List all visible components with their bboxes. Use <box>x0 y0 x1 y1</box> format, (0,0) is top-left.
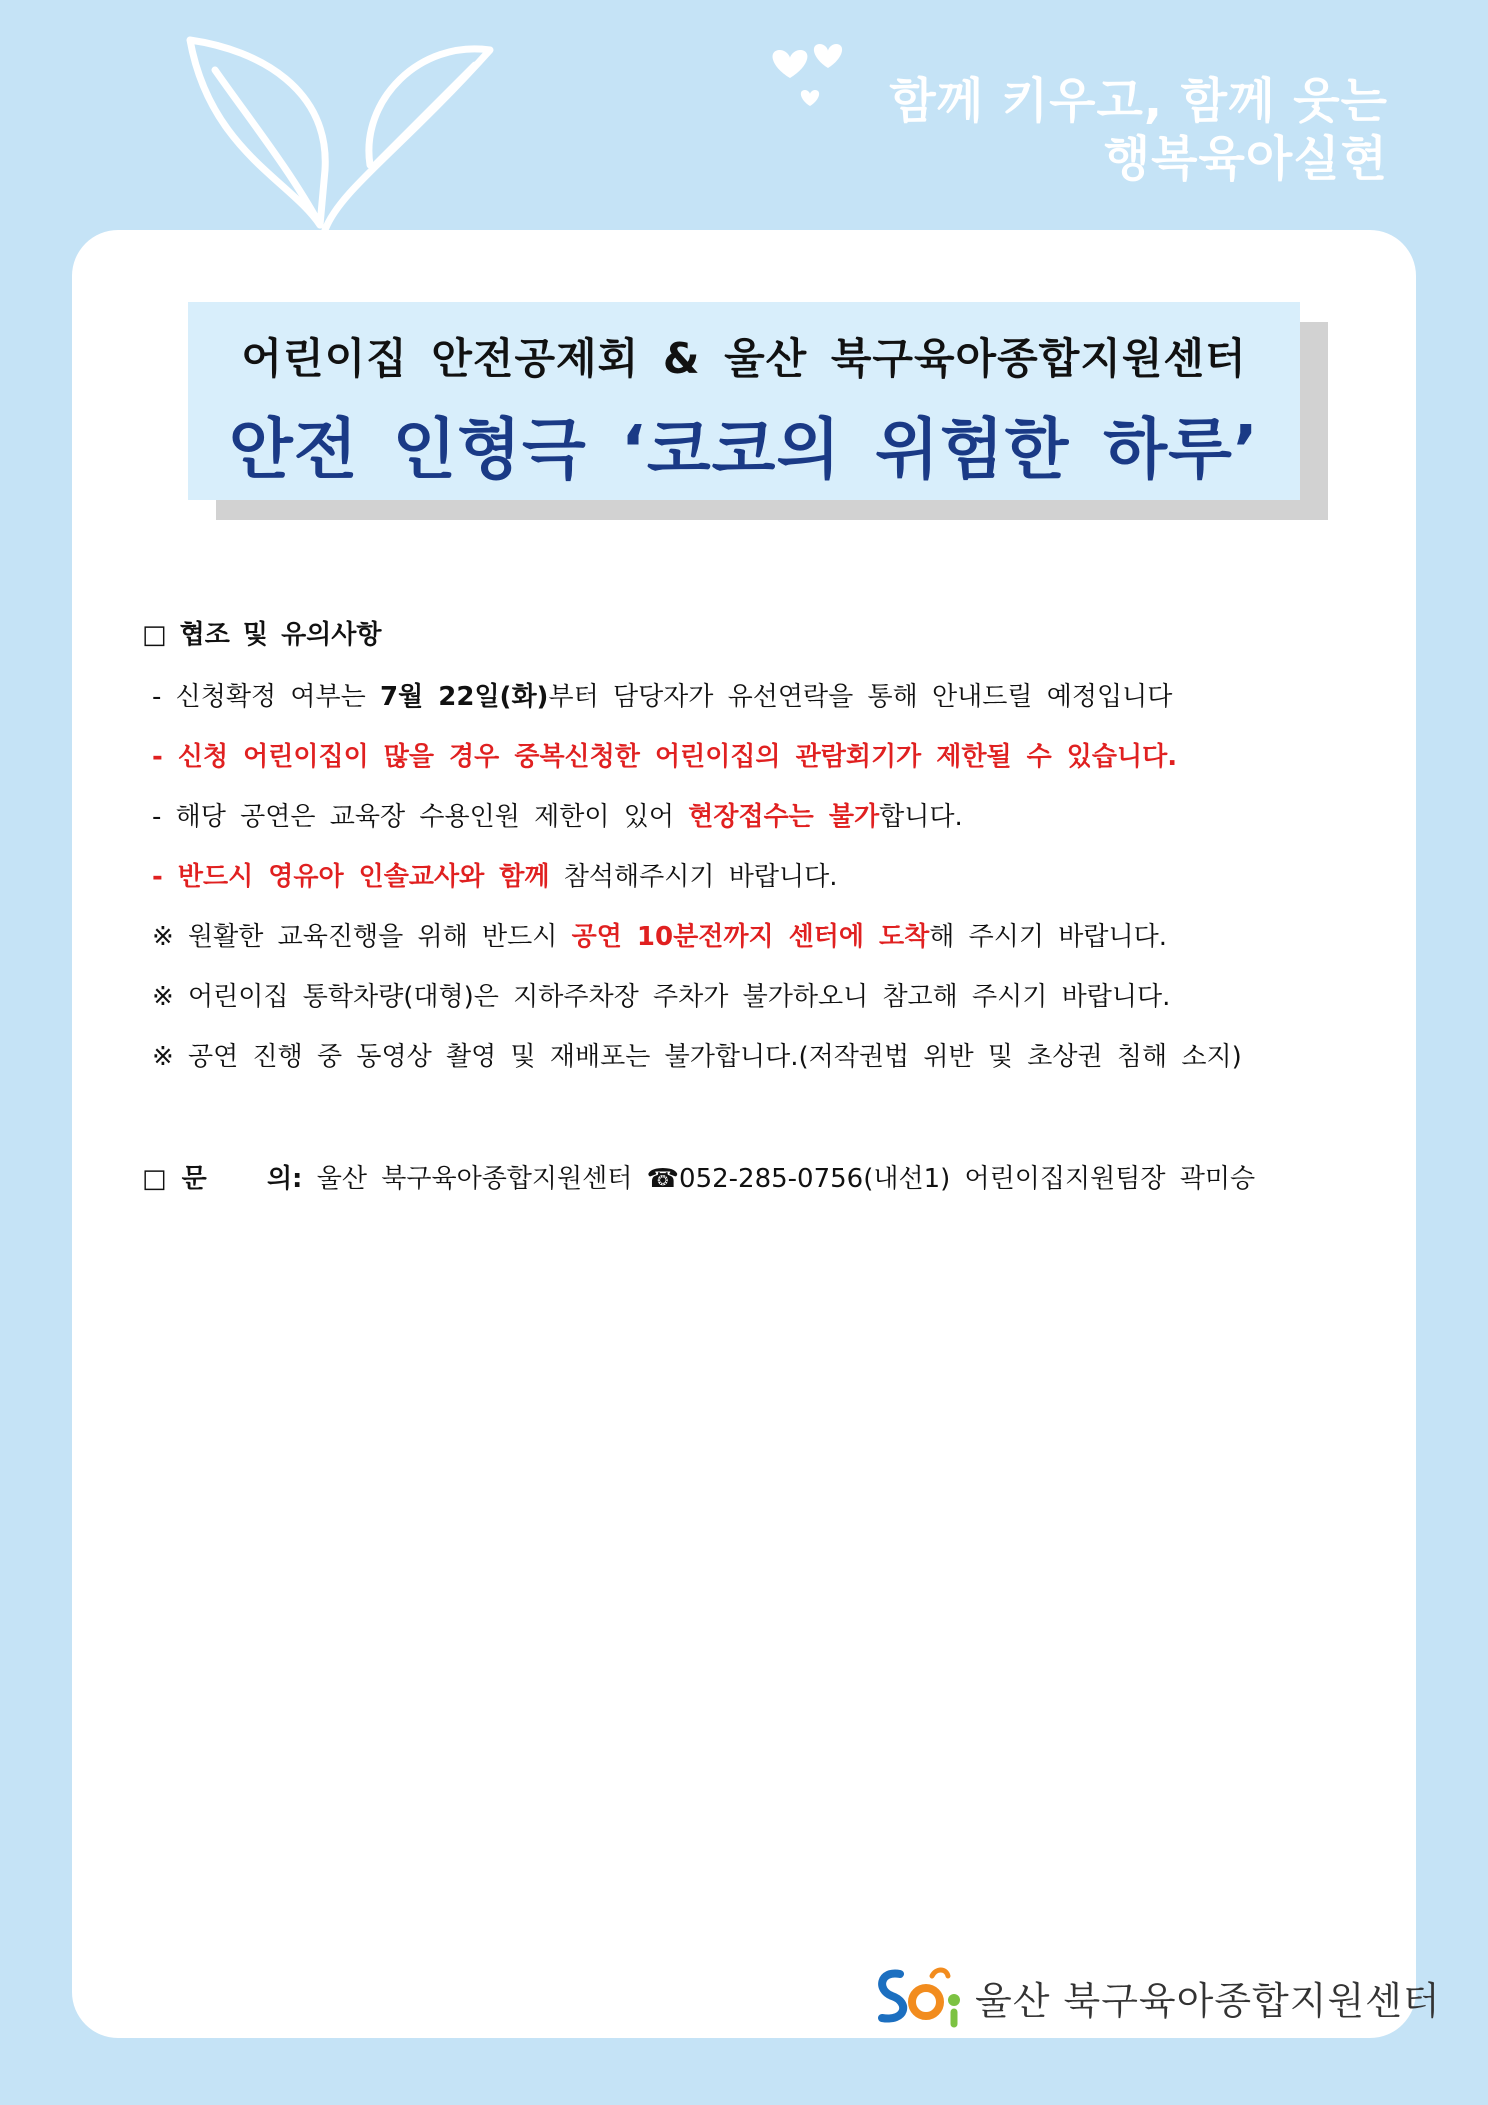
notice-item-limit <box>152 736 1177 773</box>
notice-item-teacher <box>152 856 837 893</box>
page-title: 안전 인형극 ‘코코의 위험한 하루’ <box>229 411 1259 488</box>
contact-label: □ 문 의: <box>142 1164 303 1194</box>
center-logo-icon <box>870 1960 970 2030</box>
notice-text: 해 주시기 바랍니다. <box>929 922 1167 952</box>
title-subheading: 어린이집 안전공제회 & 울산 북구육아종합지원센터 <box>241 334 1247 383</box>
notice-warning: 신청 어린이집이 많을 경우 중복신청한 어린이집의 관람회기가 제한될 수 있습니다. <box>177 742 1178 772</box>
notice-item-onsite <box>152 796 963 833</box>
notice-heading: □ 협조 및 유의사항 <box>142 620 382 650</box>
contact-info <box>142 1158 1255 1195</box>
slogan <box>889 72 1388 188</box>
notice-item-recording: ※ 공연 진행 중 동영상 촬영 및 재배포는 불가합니다.(저작권법 위반 및 초상권 침해 소지) <box>152 1042 1242 1072</box>
notice-text: 부터 담당자가 유선연락을 통해 안내드릴 예정입니다 <box>548 682 1173 712</box>
leaves-illustration <box>170 30 500 230</box>
notice-warning: 공연 10분전까지 센터에 도착 <box>571 922 930 952</box>
notice-text: - 신청확정 여부는 <box>152 682 380 712</box>
notice-item-parking: ※ 어린이집 통학차량(대형)은 지하주차장 주차가 불가하오니 참고해 주시기 바랍니다. <box>152 982 1171 1012</box>
hearts-icon <box>760 38 860 108</box>
notice-date: 7월 22일(화) <box>380 682 549 712</box>
notice-text: - 해당 공연은 교육장 수용인원 제한이 있어 <box>152 802 689 832</box>
center-name: 울산 북구육아종합지원센터 <box>975 1979 1441 2023</box>
title-box <box>188 302 1300 500</box>
notice-text: ※ 원활한 교육진행을 위해 반드시 <box>152 922 572 952</box>
notice-text: 합니다. <box>879 802 963 832</box>
slogan-line-1: 함께 키우고, 함께 웃는 <box>889 73 1388 129</box>
notice-dash: - <box>152 862 178 892</box>
notice-item-confirm <box>152 676 1172 713</box>
notice-item-arrival <box>152 916 1167 953</box>
notice-warning: 반드시 영유아 인솔교사와 함께 <box>177 862 550 892</box>
notice-warning: 현장접수는 불가 <box>688 802 880 832</box>
contact-text: 울산 북구육아종합지원센터 ☎052-285-0756(내선1) 어린이집지원팀장 곽미승 <box>316 1164 1256 1194</box>
slogan-line-2: 행복육아실현 <box>1103 131 1388 187</box>
notice-dash: - <box>152 742 178 772</box>
notice-text: 참석해주시기 바랍니다. <box>549 862 838 892</box>
